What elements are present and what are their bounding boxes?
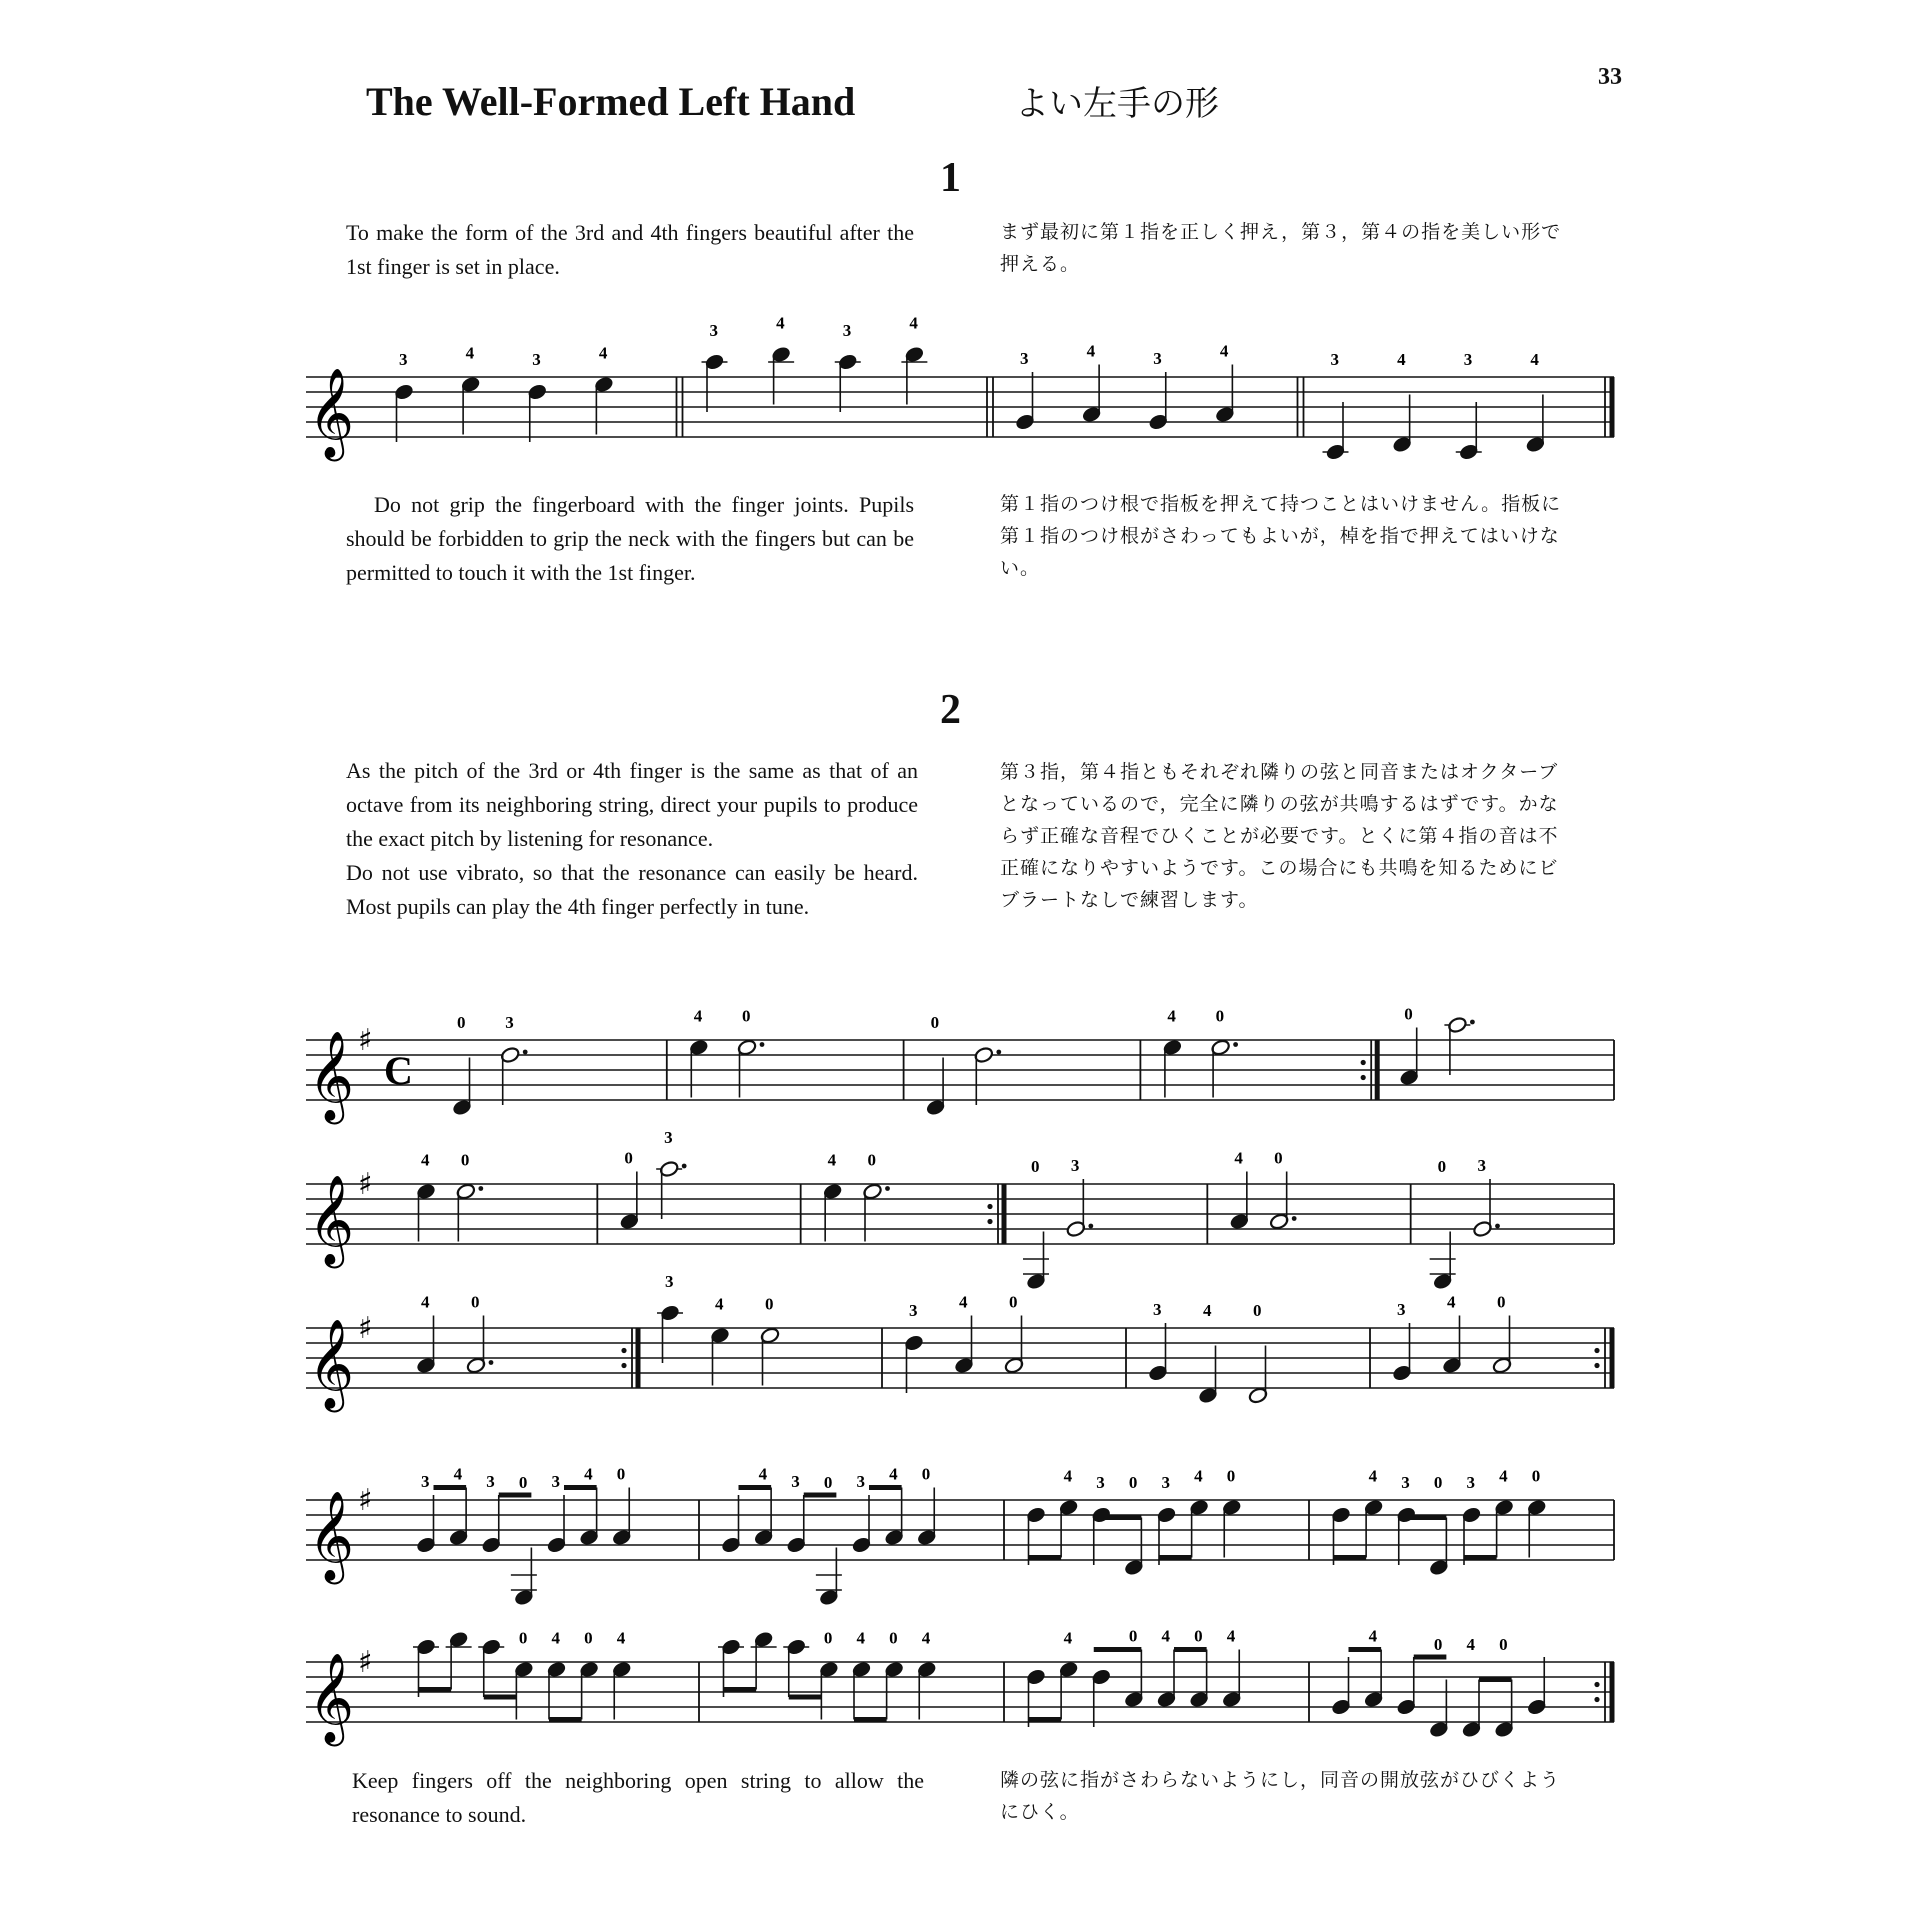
repeat-dot xyxy=(621,1348,626,1353)
treble-clef: 𝄞 xyxy=(308,1319,355,1409)
key-signature-sharp: ♯ xyxy=(358,1645,373,1680)
fingering-number: 0 xyxy=(742,1006,751,1026)
dot xyxy=(478,1186,483,1191)
fingering-number: 0 xyxy=(518,1473,528,1492)
fingering-number: 0 xyxy=(460,1150,470,1170)
fingering-number: 0 xyxy=(1433,1635,1443,1654)
section-1-number: 1 xyxy=(940,155,961,201)
fingering-number: 3 xyxy=(842,321,852,340)
fingering-number: 4 xyxy=(1167,1006,1176,1026)
fingering-number: 4 xyxy=(1063,1628,1073,1648)
fingering-number: 3 xyxy=(1401,1473,1410,1492)
fingering-number: 3 xyxy=(856,1472,865,1491)
fingering-number: 4 xyxy=(1234,1148,1243,1168)
fingering-number: 4 xyxy=(1194,1466,1203,1486)
fingering-number: 0 xyxy=(1009,1292,1018,1312)
page-title: The Well-Formed Left Hand xyxy=(366,79,856,124)
fingering-number: 4 xyxy=(551,1628,560,1648)
fingering-number: 3 xyxy=(551,1472,560,1491)
fingering-number: 4 xyxy=(584,1464,593,1484)
treble-clef: 𝄞 xyxy=(308,368,355,458)
fingering-number: 4 xyxy=(758,1464,768,1484)
fingering-number: 3 xyxy=(399,350,408,369)
fingering-number: 4 xyxy=(1063,1466,1073,1486)
fingering-number: 4 xyxy=(1219,341,1229,361)
dot xyxy=(996,1050,1001,1055)
fingering-number: 0 xyxy=(457,1013,466,1032)
page-title-japanese: よい左手の形 xyxy=(1015,84,1219,124)
fingering-number: 4 xyxy=(921,1628,931,1648)
fingering-number: 3 xyxy=(1096,1473,1105,1492)
fingering-number: 0 xyxy=(889,1628,898,1648)
section-2-intro-english-text-1: As the pitch of the 3rd or 4th finger is the same as that of an octave from its neighboring string, direct your pupils to produce the exact pitch by listening for resonance. xyxy=(346,758,918,851)
dot xyxy=(489,1360,494,1365)
page-number: 33 xyxy=(1598,64,1622,90)
treble-clef: 𝄞 xyxy=(308,1175,355,1265)
fingering-number: 0 xyxy=(1226,1466,1236,1486)
dot xyxy=(1233,1042,1238,1047)
dot xyxy=(1088,1224,1093,1229)
fingering-number: 4 xyxy=(959,1292,968,1312)
fingering-number: 0 xyxy=(1531,1466,1541,1486)
dot xyxy=(1292,1216,1297,1221)
section-2-intro-english-text-2: Do not use vibrato, so that the resonance can easily be heard. Most pupils can play the 4th finger perfectly in tune. xyxy=(346,860,918,919)
fingering-number: 3 xyxy=(1397,1300,1406,1319)
repeat-dot xyxy=(1594,1363,1599,1368)
fingering-number: 0 xyxy=(624,1148,633,1168)
fingering-number: 0 xyxy=(471,1292,480,1312)
fingering-number: 3 xyxy=(1463,350,1473,369)
key-signature-sharp: ♯ xyxy=(358,1023,373,1058)
repeat-dot xyxy=(1594,1682,1599,1687)
fingering-number: 0 xyxy=(1404,1004,1413,1024)
fingering-number: 3 xyxy=(532,350,541,369)
dot xyxy=(760,1042,765,1047)
fingering-number: 4 xyxy=(827,1150,837,1170)
fingering-number: 4 xyxy=(1466,1635,1475,1654)
fingering-number: 3 xyxy=(1477,1156,1486,1175)
section-1-note-japanese: 第１指のつけ根で指板を押えて持つことはいけません。指板に第１指のつけ根がさわってもよいが，棹を指で押えてはいけない。 xyxy=(1000,493,1562,579)
fingering-number: 0 xyxy=(1499,1635,1508,1654)
fingering-number: 3 xyxy=(486,1472,495,1491)
treble-clef: 𝄞 xyxy=(308,1031,355,1121)
fingering-number: 0 xyxy=(921,1464,931,1484)
key-signature-sharp: ♯ xyxy=(358,1483,373,1518)
fingering-number: 0 xyxy=(518,1628,528,1648)
section-2-number: 2 xyxy=(940,687,961,733)
fingering-number: 0 xyxy=(823,1628,833,1648)
fingering-number: 4 xyxy=(453,1464,463,1484)
fingering-number: 3 xyxy=(1020,349,1029,368)
fingering-number: 0 xyxy=(930,1013,940,1032)
fingering-number: 3 xyxy=(791,1472,800,1491)
fingering-number: 3 xyxy=(664,1128,673,1147)
fingering-number: 4 xyxy=(616,1628,626,1648)
repeat-dot xyxy=(1361,1075,1366,1080)
fingering-number: 3 xyxy=(1070,1156,1080,1175)
fingering-number: 3 xyxy=(1161,1473,1170,1492)
fingering-number: 4 xyxy=(1226,1626,1236,1646)
fingering-number: 0 xyxy=(1128,1626,1138,1646)
key-signature-sharp: ♯ xyxy=(358,1167,373,1202)
fingering-number: 3 xyxy=(1466,1473,1475,1492)
dot xyxy=(885,1186,890,1191)
section-2-footer-english-text: Keep fingers off the neighboring open string to allow the resonance to sound. xyxy=(352,1768,924,1827)
key-signature-sharp: ♯ xyxy=(358,1311,373,1346)
fingering-number: 0 xyxy=(1253,1301,1262,1320)
fingering-number: 0 xyxy=(1433,1473,1443,1492)
fingering-number: 0 xyxy=(1497,1292,1506,1312)
dot xyxy=(1470,1020,1475,1025)
fingering-number: 0 xyxy=(1215,1006,1225,1026)
dot xyxy=(682,1164,687,1169)
fingering-number: 4 xyxy=(1530,350,1539,369)
fingering-number: 3 xyxy=(1153,349,1162,368)
treble-clef: 𝄞 xyxy=(308,1491,355,1581)
fingering-number: 0 xyxy=(867,1150,876,1170)
fingering-number: 4 xyxy=(1086,341,1096,361)
fingering-number: 4 xyxy=(1368,1626,1378,1646)
fingering-number: 0 xyxy=(1437,1157,1447,1176)
fingering-number: 0 xyxy=(616,1464,626,1484)
fingering-number: 4 xyxy=(1397,350,1406,369)
fingering-number: 4 xyxy=(889,1464,898,1484)
treble-clef: 𝄞 xyxy=(308,1653,355,1743)
fingering-number: 4 xyxy=(1203,1301,1212,1320)
repeat-dot xyxy=(987,1204,992,1209)
section-1-intro-japanese: まず最初に第１指を正しく押え，第３，第４の指を美しい形で押える。 xyxy=(1000,221,1562,275)
section-1-intro-english-text: To make the form of the 3rd and 4th fingers beautiful after the 1st finger is set in place. xyxy=(346,220,914,279)
fingering-number: 3 xyxy=(421,1472,430,1491)
fingering-number: 0 xyxy=(1031,1157,1040,1176)
fingering-number: 0 xyxy=(1128,1473,1138,1492)
repeat-dot xyxy=(621,1363,626,1368)
fingering-number: 4 xyxy=(715,1294,724,1314)
repeat-dot xyxy=(1361,1060,1366,1065)
dot xyxy=(1495,1224,1500,1229)
repeat-dot xyxy=(1594,1697,1599,1702)
fingering-number: 0 xyxy=(823,1473,833,1492)
fingering-number: 4 xyxy=(598,343,608,363)
fingering-number: 0 xyxy=(1194,1626,1203,1646)
fingering-number: 3 xyxy=(909,1301,918,1320)
fingering-number: 4 xyxy=(1368,1466,1378,1486)
section-1-note-english-text: Do not grip the fingerboard with the finger joints. Pupils should be forbidden to grip the neck with the fingers but can be permitted to touch it with the 1st finger. xyxy=(346,492,914,585)
fingering-number: 4 xyxy=(1447,1292,1456,1312)
repeat-dot xyxy=(1594,1348,1599,1353)
fingering-number: 4 xyxy=(421,1150,430,1170)
fingering-number: 4 xyxy=(693,1006,703,1026)
fingering-number: 4 xyxy=(1499,1466,1508,1486)
fingering-number: 3 xyxy=(709,321,718,340)
fingering-number: 4 xyxy=(465,343,475,363)
dot xyxy=(523,1050,528,1055)
fingering-number: 0 xyxy=(765,1294,774,1314)
fingering-number: 3 xyxy=(1330,350,1339,369)
fingering-number: 4 xyxy=(776,313,785,333)
section-2-footer-japanese: 隣の弦に指がさわらないようにし，同音の開放弦がひびくようにひく。 xyxy=(1000,1769,1561,1823)
fingering-number: 3 xyxy=(665,1272,674,1291)
section-2-intro-japanese: 第３指，第４指ともそれぞれ隣りの弦と同音またはオクターブとなっているので，完全に隣りの弦が共鳴するはずです。かならず正確な音程でひくことが必要です。とくに第４指の音は不正確になりやすいようです。この場合にも共鳴を知るためにビブラートなしで練習します。 xyxy=(1000,761,1559,911)
fingering-number: 0 xyxy=(584,1628,593,1648)
fingering-number: 3 xyxy=(505,1013,514,1032)
repeat-dot xyxy=(987,1219,992,1224)
fingering-number: 0 xyxy=(1274,1148,1283,1168)
fingering-number: 3 xyxy=(1153,1300,1162,1319)
fingering-number: 4 xyxy=(421,1292,430,1312)
fingering-number: 4 xyxy=(856,1628,865,1648)
time-signature: C xyxy=(384,1048,413,1093)
fingering-number: 4 xyxy=(1161,1626,1170,1646)
fingering-number: 4 xyxy=(909,313,918,333)
